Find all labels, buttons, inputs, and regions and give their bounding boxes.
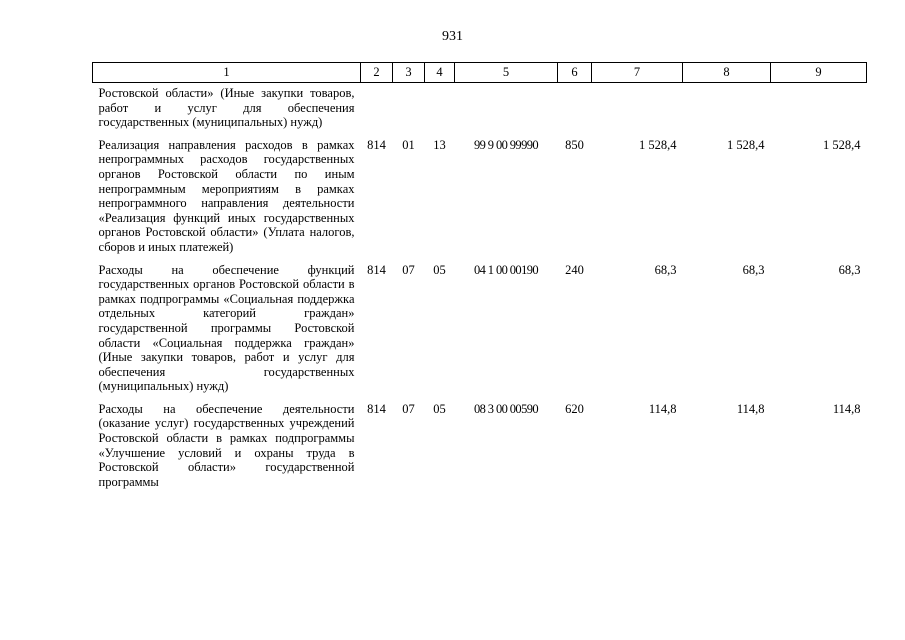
row-section-code: 07 (402, 401, 415, 416)
row-amount-1: 1 528,4 (639, 137, 677, 152)
row-amount-1: 114,8 (648, 401, 677, 416)
row-amount-3: 68,3 (838, 262, 861, 277)
row-target-code: 04 1 00 00190 (473, 262, 539, 277)
row-amount-3: 114,8 (832, 401, 861, 416)
row-target-code: 99 9 00 99990 (473, 137, 539, 152)
header-cell-8: 8 (683, 63, 771, 83)
header-cell-4: 4 (425, 63, 455, 83)
row-expense-type: 620 (565, 401, 584, 416)
row-section-code: 01 (402, 137, 415, 152)
row-target-code (455, 83, 558, 138)
page-number: 931 (442, 29, 463, 44)
row-description: Расходы на обеспечение деятельности (оказание услуг) государственных учреждений Ростовской области в рамках подпрограммы «Улучшение условий и охраны труда в Ростовской области» государственной программы (98, 401, 355, 489)
table-row (93, 138, 867, 263)
row-expense-type: 850 (565, 137, 584, 152)
table-row (93, 402, 867, 498)
row-subsection-code (425, 83, 455, 138)
row-ministry-code: 814 (367, 401, 386, 416)
row-amount-1 (592, 83, 683, 138)
row-description: Ростовской области» (Иные закупки товаров, работ и услуг для обеспечения государственных (муниципальных) нужд) (98, 86, 355, 130)
header-cell-1: 1 (93, 63, 361, 83)
row-target-code: 08 3 00 00590 (473, 401, 539, 416)
row-subsection-code: 05 (433, 401, 446, 416)
header-cell-7: 7 (592, 63, 683, 83)
row-ministry-code: 814 (367, 137, 386, 152)
row-expense-type (558, 83, 592, 138)
table-row (93, 83, 867, 138)
table-header (93, 63, 867, 83)
row-description: Расходы на обеспечение функций государственных органов Ростовской области в рамках подпрограммы «Социальная поддержка отдельных категорий граждан» государственной программы Ростовской области «Социальная поддержка граждан» (Иные закупки товаров, работ и услуг для обеспечения государственных (муниципальных) нужд) (98, 262, 355, 394)
header-cell-2: 2 (361, 63, 393, 83)
row-subsection-code: 13 (433, 137, 446, 152)
row-description: Реализация направления расходов в рамках непрограммных расходов государственных органов Ростовской области по иным непрограммным мероприятиям в рамках непрограммного направления деятельности «Реализация функций иных государственных органов Ростовской области» (Уплата налогов, сборов и иных платежей) (98, 137, 355, 254)
row-amount-2: 68,3 (742, 262, 765, 277)
row-amount-2: 1 528,4 (727, 137, 765, 152)
row-amount-2: 114,8 (736, 401, 765, 416)
header-row (93, 63, 867, 83)
row-subsection-code: 05 (433, 262, 446, 277)
row-section-code (393, 83, 425, 138)
budget-table (92, 62, 867, 497)
row-amount-1: 68,3 (654, 262, 677, 277)
row-ministry-code: 814 (367, 262, 386, 277)
row-amount-2 (683, 83, 771, 138)
header-cell-9: 9 (771, 63, 867, 83)
row-amount-3 (771, 83, 867, 138)
row-section-code: 07 (402, 262, 415, 277)
table-row (93, 263, 867, 402)
header-cell-6: 6 (558, 63, 592, 83)
table-body (93, 83, 867, 498)
row-amount-3: 1 528,4 (823, 137, 861, 152)
row-ministry-code (361, 83, 393, 138)
header-cell-5: 5 (455, 63, 558, 83)
header-cell-3: 3 (393, 63, 425, 83)
row-expense-type: 240 (565, 262, 584, 277)
